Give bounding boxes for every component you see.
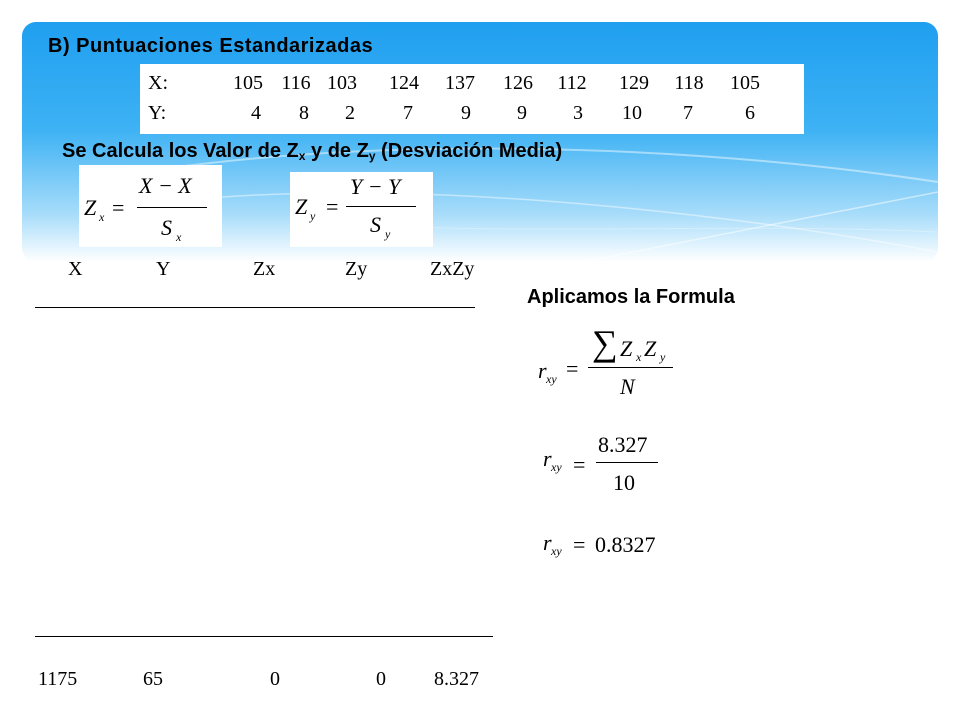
calc1-numerator: 8.327: [598, 432, 648, 457]
x-score: 103: [327, 72, 357, 94]
table-header-y: Y: [156, 258, 171, 280]
calc2-result: 0.8327: [595, 532, 656, 557]
section-subtitle: [62, 140, 562, 163]
formula-zx: [79, 165, 222, 247]
y-score: 2: [345, 102, 355, 124]
formula-zx-den-sub: x: [176, 230, 182, 244]
y-score: 10: [622, 102, 642, 124]
formula-zx-fraction-bar: [137, 207, 207, 208]
x-scores-label: X:: [148, 72, 168, 94]
x-score: 124: [389, 72, 419, 94]
y-score: 7: [403, 102, 413, 124]
formula-r-lhs: r: [538, 358, 547, 383]
formula-zy-lhs: Z: [295, 194, 308, 219]
x-score: 137: [445, 72, 475, 94]
y-scores-row: [148, 102, 798, 126]
y-score: 8: [299, 102, 309, 124]
formula-zy-numerator: Y − Y: [350, 174, 401, 199]
calc2-equals: =: [573, 532, 586, 557]
formula-zy-denominator: S: [370, 212, 381, 237]
y-score: 3: [573, 102, 583, 124]
formula-zx-lhs-sub: x: [99, 210, 105, 224]
formula-zy-den-sub: y: [385, 227, 391, 241]
calc2-lhs-sub: xy: [551, 544, 562, 558]
y-score: 7: [683, 102, 693, 124]
x-score: 118: [674, 72, 704, 94]
x-score: 112: [557, 72, 587, 94]
page-title: B) Puntuaciones Estandarizadas: [48, 35, 374, 57]
formula-zy-lhs-sub: y: [310, 209, 316, 223]
total-y: 65: [143, 668, 163, 690]
subtitle-text: Se Calcula los Valor de Z: [62, 140, 299, 162]
formula-zx-denominator: S: [161, 215, 172, 240]
x-scores-row: [148, 72, 798, 96]
total-zy: 0: [376, 668, 386, 690]
y-score: 4: [251, 102, 261, 124]
x-score: 129: [619, 72, 649, 94]
formula-r-denominator: N: [620, 374, 635, 399]
formula-r-num-z1: Z: [620, 336, 633, 361]
formula-r-equals: =: [566, 356, 579, 381]
table-totals-divider: [35, 636, 493, 637]
calc1-lhs: r: [543, 446, 552, 471]
formula-r-num-sub1: x: [636, 350, 642, 364]
calc1-fraction-bar: [596, 462, 658, 463]
apply-formula-label: Aplicamos la Formula: [527, 286, 735, 308]
calc2-lhs: r: [543, 530, 552, 555]
calc1-equals: =: [573, 452, 586, 477]
table-header-x: X: [68, 258, 83, 280]
formula-zx-equals: =: [112, 195, 125, 220]
scores-box: [140, 64, 804, 134]
total-zx: 0: [270, 668, 280, 690]
total-zxzy: 8.327: [434, 668, 479, 690]
formula-zy-equals: =: [326, 194, 339, 219]
subtitle-text: (Desviación Media): [375, 140, 563, 162]
calc1-denominator: 10: [613, 470, 635, 495]
x-score: 126: [503, 72, 533, 94]
calc1-lhs-sub: xy: [551, 460, 562, 474]
y-score: 9: [461, 102, 471, 124]
subtitle-text: y de Z: [305, 140, 369, 162]
y-scores-label: Y:: [148, 102, 167, 124]
x-score: 116: [281, 72, 311, 94]
table-header-zxzy: ZxZy: [430, 258, 475, 280]
subtitle-sub-y: y: [368, 149, 376, 163]
table-header-divider: [35, 307, 475, 308]
formula-r-num-z2: Z: [644, 336, 657, 361]
formula-r-lhs-sub: xy: [546, 372, 557, 386]
y-score: 9: [517, 102, 527, 124]
x-score: 105: [233, 72, 263, 94]
formula-zx-lhs: Z: [84, 195, 97, 220]
formula-r-num-sub2: y: [660, 350, 666, 364]
formula-zy: [290, 172, 433, 247]
y-score: 6: [745, 102, 755, 124]
table-header-zx: Zx: [253, 258, 276, 280]
formula-zy-fraction-bar: [346, 206, 416, 207]
formula-r-fraction-bar: [588, 367, 673, 368]
subtitle-sub-x: x: [298, 149, 306, 163]
x-score: 105: [730, 72, 760, 94]
formula-r-sigma: ∑: [592, 323, 618, 363]
formula-zx-numerator: X − X: [139, 173, 192, 198]
table-header-zy: Zy: [345, 258, 368, 280]
total-x: 1175: [38, 668, 78, 690]
